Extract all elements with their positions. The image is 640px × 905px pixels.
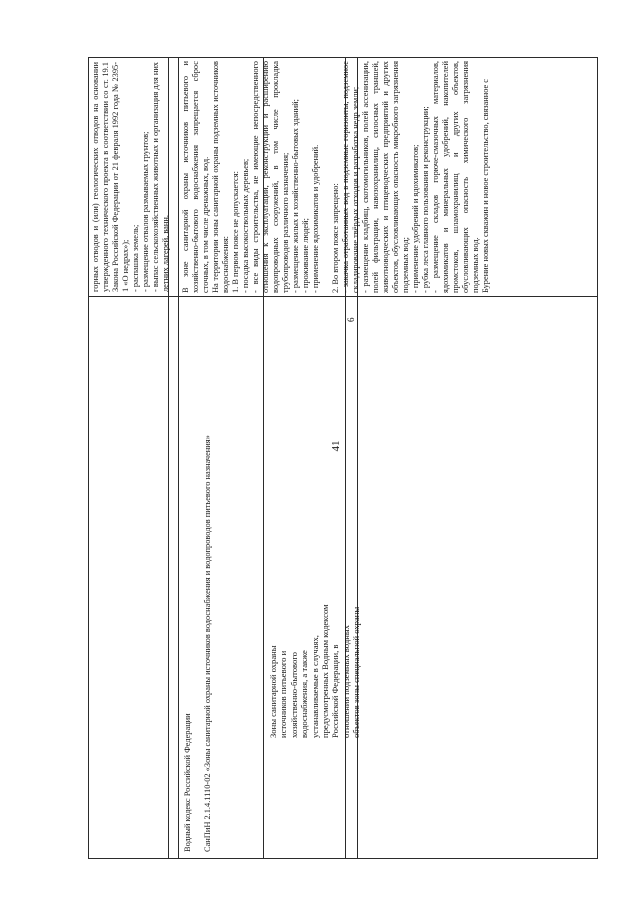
requirement-line: - посадка высокоствольных деревьев;	[241, 158, 250, 293]
requirements-cell	[179, 58, 490, 296]
object-cell	[264, 297, 362, 858]
object-text	[264, 297, 362, 858]
spacer	[193, 303, 203, 852]
requirement-line: - размещение складов горюче-смазочных материалов, ядохимикатов и минеральных удобрений, накопителей промстоков, шламохранилищ и других объектов, обусловливающих опасность химического загрязнения подземных вод.	[431, 61, 480, 293]
number-cell	[346, 297, 357, 858]
requirement-line: 1. В первом поясе не допускается:	[231, 171, 240, 293]
continued-requirements-text	[89, 58, 168, 296]
basis-line: СанПиН 2.1.4.1110-02 «Зоны санитарной охраны источников водоснабжения и водопроводов питьевого назначения»	[203, 435, 212, 852]
object-name: Зоны санитарной охраны источников питьевого и хозяйственно-бытового водоснабжения, а также устанавливаемые в случаях, предусмотренных Водным кодексом Российской Федерации, в отношении подземных водных объектов зоны специальной охраны	[268, 604, 362, 738]
basis-cell	[179, 297, 263, 858]
requirement-line: В зоне санитарной охраны источников питьевого и хозяйственно-бытового водоснабжения запрещается сброс сточных, в том числе дренажных, вод.	[181, 61, 210, 293]
requirement-line: - проживание людей;	[301, 218, 310, 293]
requirements-text	[179, 58, 490, 296]
basis-line: Водный кодекс Российской Федерации	[183, 713, 192, 852]
spacer	[321, 61, 331, 293]
requirement-line: 2. Во втором поясе запрещено:	[331, 183, 340, 293]
requirement-line: - распашка земель;	[131, 224, 140, 292]
requirement-line: - все виды строительства, не имеющие непосредственного отношения к эксплуатации, реконструкции и расширению водопроводных сооружений, в том числе прокладка трубопроводов различного назначения;	[251, 61, 290, 293]
requirement-line: - размещение кладбищ, скотомогильников, полей ассенизации, полей фильтрации, навозохранилищ, силосных траншей, животноводческих и птицеводческих предприятий и других объектов, обусловливающих опасность микробного загрязнения подземных вод;	[361, 61, 410, 293]
page-number: 41	[330, 440, 342, 452]
requirement-line: - размещение жилых и хозяйственно-бытовых зданий;	[291, 99, 300, 293]
row-number: 6	[346, 317, 356, 322]
requirement-line: - закачка отработанных вод в подземные горизонты, подземное складирование твёрдых отходов и разработка недр земли;	[341, 61, 360, 293]
requirement-line: - выпас сельскохозяйственных животных и организация для них летних лагерей, ванн.	[151, 62, 170, 292]
requirement-line: горных отводов и (или) геологических отводов на основании утвержденного технического проекта в соответствии со ст. 19.1 Закона Российской Федерации от 21 февраля 1992 года № 2395-1 «О недрах»);	[91, 62, 130, 292]
requirement-line: На территории зоны санитарной охраны подземных источников водоснабжения:	[211, 61, 230, 293]
requirement-line: - рубка леса главного пользования и реконструкции;	[421, 106, 430, 293]
requirement-line: - применение удобрений и ядохимикатов;	[411, 144, 420, 293]
continued-requirements-cell	[89, 58, 168, 296]
requirement-line: - размещение отвалов размываемых грунтов;	[141, 131, 150, 292]
requirement-line: - применение ядохимикатов и удобрений.	[311, 144, 320, 293]
zones-table	[88, 57, 598, 859]
basis-text	[179, 297, 263, 858]
requirement-line: Бурение новых скважин и новое строительство, связанное с	[481, 78, 490, 293]
